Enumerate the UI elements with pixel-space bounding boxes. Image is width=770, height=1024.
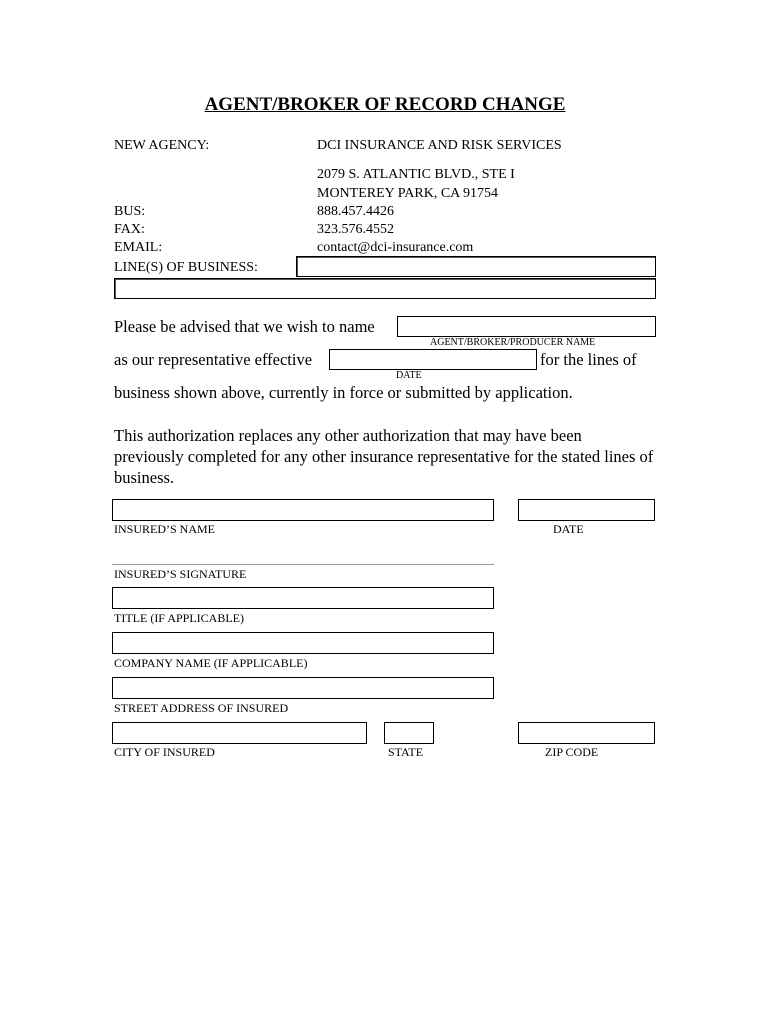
statement-line3: business shown above, currently in force or submitted by application. — [114, 383, 573, 402]
title-input[interactable] — [112, 587, 494, 609]
bus-label: BUS: — [114, 204, 146, 219]
state-label: STATE — [388, 745, 424, 759]
zip-code-input[interactable] — [518, 722, 655, 744]
agency-address-line2: MONTEREY PARK, CA 91754 — [317, 186, 498, 201]
authorization-paragraph: This authorization replaces any other authorization that may have been previously completed for any other insurance representative for the stated lines of business. — [114, 426, 654, 487]
city-input[interactable] — [112, 722, 367, 744]
signature-line[interactable] — [112, 564, 494, 565]
agency-address-line1: 2079 S. ATLANTIC BLVD., STE I — [317, 167, 515, 182]
page-title: AGENT/BROKER OF RECORD CHANGE — [204, 94, 566, 115]
insured-signature-label: INSURED’S SIGNATURE — [114, 567, 247, 581]
street-address-input[interactable] — [112, 677, 494, 699]
effective-date-caption: DATE — [396, 370, 422, 381]
date-label: DATE — [553, 522, 584, 536]
title-label: TITLE (IF APPLICABLE) — [114, 611, 244, 625]
state-input[interactable] — [384, 722, 434, 744]
bus-phone: 888.457.4426 — [317, 204, 394, 219]
lines-of-business-input-2[interactable] — [114, 278, 656, 299]
agent-broker-name-input[interactable] — [397, 316, 656, 337]
insured-name-label: INSURED’S NAME — [114, 522, 216, 536]
date-input[interactable] — [518, 499, 655, 521]
city-label: CITY OF INSURED — [114, 745, 215, 759]
agency-name: DCI INSURANCE AND RISK SERVICES — [317, 138, 562, 153]
new-agency-label: NEW AGENCY: — [114, 138, 210, 153]
lines-of-business-input[interactable] — [296, 256, 656, 277]
effective-date-input[interactable] — [329, 349, 537, 370]
company-name-input[interactable] — [112, 632, 494, 654]
company-name-label: COMPANY NAME (IF APPLICABLE) — [114, 656, 308, 670]
statement-line1: Please be advised that we wish to name — [114, 317, 375, 336]
email-label: EMAIL: — [114, 240, 163, 255]
statement-line2-end: for the lines of — [540, 350, 637, 369]
street-address-label: STREET ADDRESS OF INSURED — [114, 701, 289, 715]
email-address: contact@dci-insurance.com — [317, 240, 474, 255]
fax-number: 323.576.4552 — [317, 222, 394, 237]
statement-line2-start: as our representative effective — [114, 350, 313, 369]
agent-broker-caption: AGENT/BROKER/PRODUCER NAME — [430, 337, 596, 348]
lines-of-business-label: LINE(S) OF BUSINESS: — [114, 260, 258, 275]
fax-label: FAX: — [114, 222, 145, 237]
insured-name-input[interactable] — [112, 499, 494, 521]
zip-code-label: ZIP CODE — [545, 745, 599, 759]
